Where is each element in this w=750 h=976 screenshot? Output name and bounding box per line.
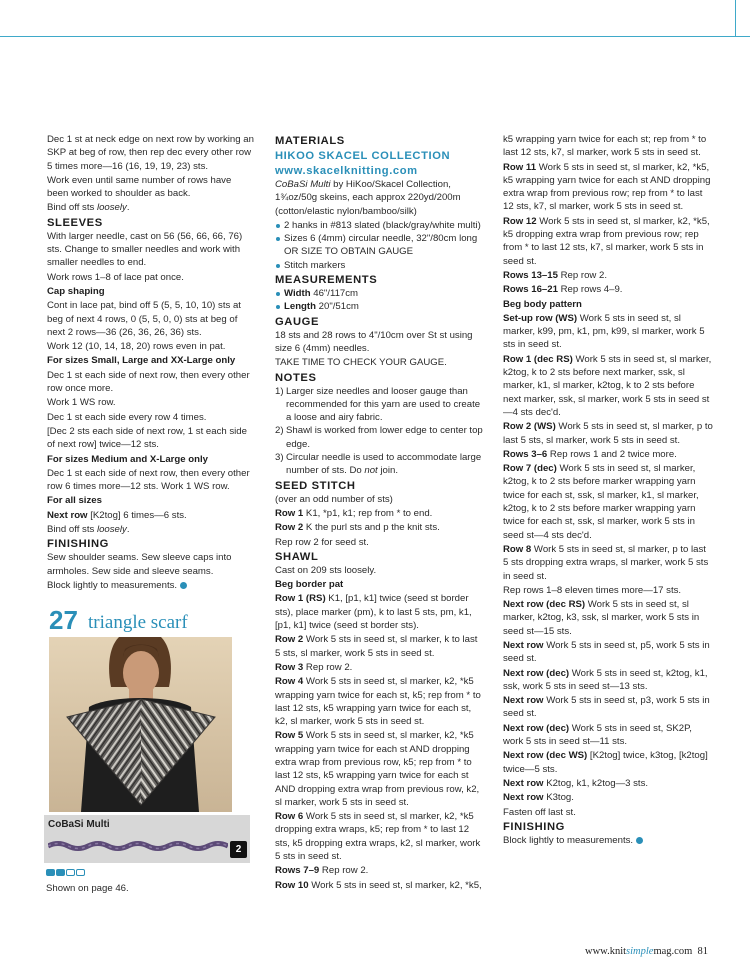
pattern-row: Row 2 (WS) Work 5 sts in seed st, sl marker, p to last 5 sts, sl marker, work 5 sts in seed st. — [503, 421, 713, 446]
instruction-paragraph: Bind off sts loosely. — [47, 524, 130, 536]
skill-bar-empty — [76, 869, 85, 876]
gauge-heading: GAUGE — [275, 315, 320, 328]
skill-bar-empty — [66, 869, 75, 876]
instruction-paragraph: Dec 1 st each side of next row, then every other row 6 times more—12 sts. Work 1 WS row. — [47, 467, 250, 493]
intro-paragraph: Bind off sts loosely. — [47, 202, 130, 214]
yarn-swatch-card — [44, 815, 250, 863]
gauge-text: 18 sts and 28 rows to 4"/10cm over St st using size 6 (4mm) needles. — [275, 329, 473, 354]
brand-name: HIKOO SKACEL COLLECTION — [275, 150, 451, 162]
materials-heading: MATERIALS — [275, 135, 345, 147]
instruction-paragraph: Dec 1 st each side every row 4 times. — [47, 411, 207, 423]
size-heading: For all sizes — [47, 495, 102, 507]
pattern-row: Row 6 Work 5 sts in seed st, sl marker, k2, *k5 dropping extra wraps, k5; rep from * to last 12 sts, k5 dropping extra wraps, k2, sl marker, work 5 sts in seed st. — [275, 811, 481, 863]
pattern-row: Rep row 2 for seed st. — [275, 536, 369, 548]
list-item: Width 46"/117cm — [275, 287, 485, 300]
pattern-row: k5 wrapping yarn twice for each st; rep from * to last 12 sts, k7, sl marker, work 5 sts in seed st. — [503, 134, 707, 159]
list-item: 1) Larger size needles and looser gauge than recommended for this yarn are used to create a loose and airy fabric. — [275, 385, 481, 424]
intro-paragraph: Work even until same number of rows have been worked to shoulder as back. — [47, 174, 232, 200]
list-item: 2 hanks in #813 slated (black/gray/white multi) — [275, 219, 485, 232]
shawl-heading: SHAWL — [275, 550, 319, 563]
pattern-row: Next row (dec RS) Work 5 sts in seed st, sl marker, k2tog, k3, ssk, sl marker, work 5 sts in seed st—15 sts. — [503, 599, 700, 637]
cast-on-text: Cast on 209 sts loosely. — [275, 564, 377, 576]
brand-url: www.skacelknitting.com — [275, 165, 418, 177]
pattern-row: Set-up row (WS) Work 5 sts in seed st, sl marker, k99, pm, k1, pm, k99, sl marker, work 5 sts in seed st. — [503, 312, 705, 351]
footer-url[interactable]: www.knitsimplemag.com — [585, 946, 693, 957]
pattern-row: Row 3 Rep row 2. — [275, 661, 353, 673]
pattern-row: Next row (dec) Work 5 sts in seed st, SK2P, work 5 sts in seed st—11 sts. — [503, 722, 692, 748]
column-3 — [503, 133, 713, 848]
instruction-paragraph: Work 1 WS row. — [47, 397, 116, 409]
pattern-row: Next row Work 5 sts in seed st, p5, work 5 sts in seed st. — [503, 639, 710, 665]
pattern-row: Row 7 (dec) Work 5 sts in seed st, sl marker, k2tog, k to 2 sts before marker wrapping yarn twice for each st, ssk, sl marker, k1, sl marker, k2tog, k to 2 sts before marker wrapping yarn twice for each st, ssk, sl marker, work 5 sts in seed st—4 sts dec'd. — [503, 463, 699, 541]
neck-shaping-text — [47, 133, 255, 215]
pattern-row: Fasten off last st. — [503, 806, 576, 818]
pattern-row: Next row K3tog. — [503, 792, 574, 804]
pattern-row: Row 2 K the purl sts and p the knit sts. — [275, 522, 440, 534]
pattern-row: Row 2 Work 5 sts in seed st, sl marker, k to last 5 sts, sl marker, work 5 sts in seed st. — [275, 634, 478, 659]
list-item: Stitch markers — [275, 259, 485, 272]
notes-heading: NOTES — [275, 371, 317, 384]
instruction-paragraph: Work 12 (10, 14, 18, 20) rows even in pat. — [47, 341, 226, 353]
cap-shaping-heading: Cap shaping — [47, 285, 105, 297]
gauge-check: TAKE TIME TO CHECK YOUR GAUGE. — [275, 357, 447, 369]
pattern-row: Row 5 Work 5 sts in seed st, sl marker, k2, *k5 wrapping yarn twice for each st AND dropping extra wrap from previous row, k5; rep from * to last 12 sts, k5 wrapping yarn twice for each st AND dropping extra wrap from previous row, k2, sl marker, work 5 sts in seed st. — [275, 730, 480, 808]
list-item: 3) Circular needle is used to accommodate large number of sts. Do not join. — [275, 452, 482, 477]
notes-list — [275, 385, 485, 478]
instruction-paragraph: With larger needle, cast on 56 (56, 66, 66, 76) sts. Change to smaller needles and work with smaller needles to end. — [47, 230, 243, 269]
size-heading: For sizes Medium and X-Large only — [47, 453, 208, 465]
scarf-photo-illustration — [49, 637, 232, 812]
instruction-paragraph: Dec 1 st each side of next row, then every other row once more. — [47, 369, 250, 395]
sleeves-heading: SLEEVES — [47, 216, 103, 229]
scarf-photo — [49, 637, 232, 812]
pattern-number: 27 — [49, 605, 78, 635]
pattern-row: Next row K2tog, k1, k2tog—3 sts. — [503, 777, 649, 789]
top-rule — [0, 36, 750, 37]
pattern-row: Rows 16–21 Rep rows 4–9. — [503, 284, 623, 296]
shown-on-page: Shown on page 46. — [46, 883, 129, 894]
instruction-paragraph: Cont in lace pat, bind off 5 (5, 5, 10, 10) sts at beg of next 4 rows, 0 (5, 5, 0, 0) sts at beg of next 2 rows—36 (26, 36, 26, 36) sts. — [47, 300, 241, 338]
pattern-row: Next row (dec) Work 5 sts in seed st, k2tog, k1, ssk, work 5 sts in seed st—13 sts. — [503, 667, 708, 692]
pattern-row: Next row (dec WS) [K2tog] twice, k3tog, [k2tog] twice—5 sts. — [503, 750, 708, 775]
body-pattern-heading: Beg body pattern — [503, 298, 582, 310]
list-item: Sizes 6 (4mm) circular needle, 32"/80cm long OR SIZE TO OBTAIN GAUGE — [275, 232, 485, 259]
skill-bar-filled — [46, 869, 55, 876]
end-mark-icon — [180, 582, 187, 589]
finishing-heading: FINISHING — [47, 538, 109, 551]
instruction-paragraph: Work rows 1–8 of lace pat once. — [47, 271, 184, 283]
pattern-row: Row 4 Work 5 sts in seed st, sl marker, k2, *k5 wrapping yarn twice for each st, k5; rep from * to last 12 sts, k5 wrapping yarn twice for each st, k2, sl marker, work 5 sts in seed st. — [275, 676, 481, 728]
yarn-description: CoBaSi Multi by HiKoo/Skacel Collection, 1¾oz/50g skeins, each approx 220yd/200m (cotton/elastic nylon/bamboo/silk) — [275, 179, 461, 217]
corner-rule — [735, 0, 736, 37]
list-item: 2) Shawl is worked from lower edge to center top edge. — [275, 425, 483, 450]
pattern-row: Rows 3–6 Rep rows 1 and 2 twice more. — [503, 448, 677, 460]
pattern-row: Rows 7–9 Rep row 2. — [275, 865, 369, 877]
yarn-swatch-label: CoBaSi Multi — [48, 819, 110, 830]
measurements-list — [275, 287, 485, 314]
pattern-row: Row 1 (dec RS) Work 5 sts in seed st, sl marker, k2tog, k to 2 sts before next marker, ssk, sl marker, k1, sl marker, k2tog, k to 2 sts before next marker, ssk, sl marker, work 5 sts in seed st—4 sts dec'd. — [503, 353, 712, 418]
column-1 — [47, 133, 255, 593]
pattern-row: Row 8 Work 5 sts in seed st, sl marker, p to last 5 sts dropping extra wraps, sl marker, work 5 sts in seed st. — [503, 543, 709, 582]
seed-stitch-note: (over an odd number of sts) — [275, 493, 393, 505]
seed-stitch-heading: SEED STITCH — [275, 479, 356, 492]
skill-level-icon — [46, 869, 86, 877]
finishing-heading: FINISHING — [503, 820, 565, 833]
page-footer — [585, 945, 708, 958]
measurements-heading: MEASUREMENTS — [275, 274, 378, 287]
materials-list — [275, 219, 485, 272]
pattern-row: Rep rows 1–8 eleven times more—17 sts. — [503, 584, 682, 596]
size-heading: For sizes Small, Large and XX-Large only — [47, 355, 236, 367]
instruction-paragraph: Block lightly to measurements. — [503, 834, 713, 847]
instruction-paragraph: Next row [K2tog] 6 times—6 sts. — [47, 509, 187, 521]
instruction-paragraph: [Dec 2 sts each side of next row, 1 st each side of next row] twice—12 sts. — [47, 425, 247, 451]
pattern-row: Row 11 Work 5 sts in seed st, sl marker, k2, *k5, k5 wrapping yarn twice for each st AND dropping extra wrap from previous row; rep from * to last 12 sts, k7, sl marker, work 5 sts in seed st. — [503, 161, 711, 213]
pattern-row: Row 12 Work 5 sts in seed st, sl marker, k2, *k5, k5 dropping extra wrap from previous row; rep from * to last 12 sts, k7, sl marker, work 5 sts in seed st. — [503, 215, 710, 267]
list-item: Length 20"/51cm — [275, 300, 485, 313]
border-pattern-heading: Beg border pat — [275, 579, 344, 591]
pattern-row: Row 1 K1, *p1, k1; rep from * to end. — [275, 507, 433, 519]
skill-bar-filled — [56, 869, 65, 876]
page-number: 81 — [697, 946, 708, 957]
yarn-strand-illustration — [48, 838, 228, 854]
yarn-weight-icon: 2 — [230, 841, 247, 858]
instruction-paragraph: Block lightly to measurements. — [47, 579, 255, 592]
pattern-title: triangle scarf — [88, 612, 188, 633]
pattern-row: Row 10 Work 5 sts in seed st, sl marker, k2, *k5, — [275, 879, 482, 891]
instruction-paragraph: Sew shoulder seams. Sew sleeve caps into armholes. Sew side and sleeve seams. — [47, 552, 232, 577]
pattern-row: Rows 13–15 Rep row 2. — [503, 269, 607, 281]
end-mark-icon — [636, 837, 643, 844]
pattern-row: Next row Work 5 sts in seed st, p3, work 5 sts in seed st. — [503, 695, 710, 720]
column-2 — [275, 133, 485, 893]
intro-paragraph: Dec 1 st at neck edge on next row by working an SKP at beg of row, then rep dec every other row 5 times more—16 (16, 19, 19, 23) sts. — [47, 134, 254, 172]
pattern-row: Row 1 (RS) K1, [p1, k1] twice (seed st border sts), place marker (pm), k to last 5 sts, pm, k1, [p1, k1] twice (seed st border sts). — [275, 593, 472, 632]
